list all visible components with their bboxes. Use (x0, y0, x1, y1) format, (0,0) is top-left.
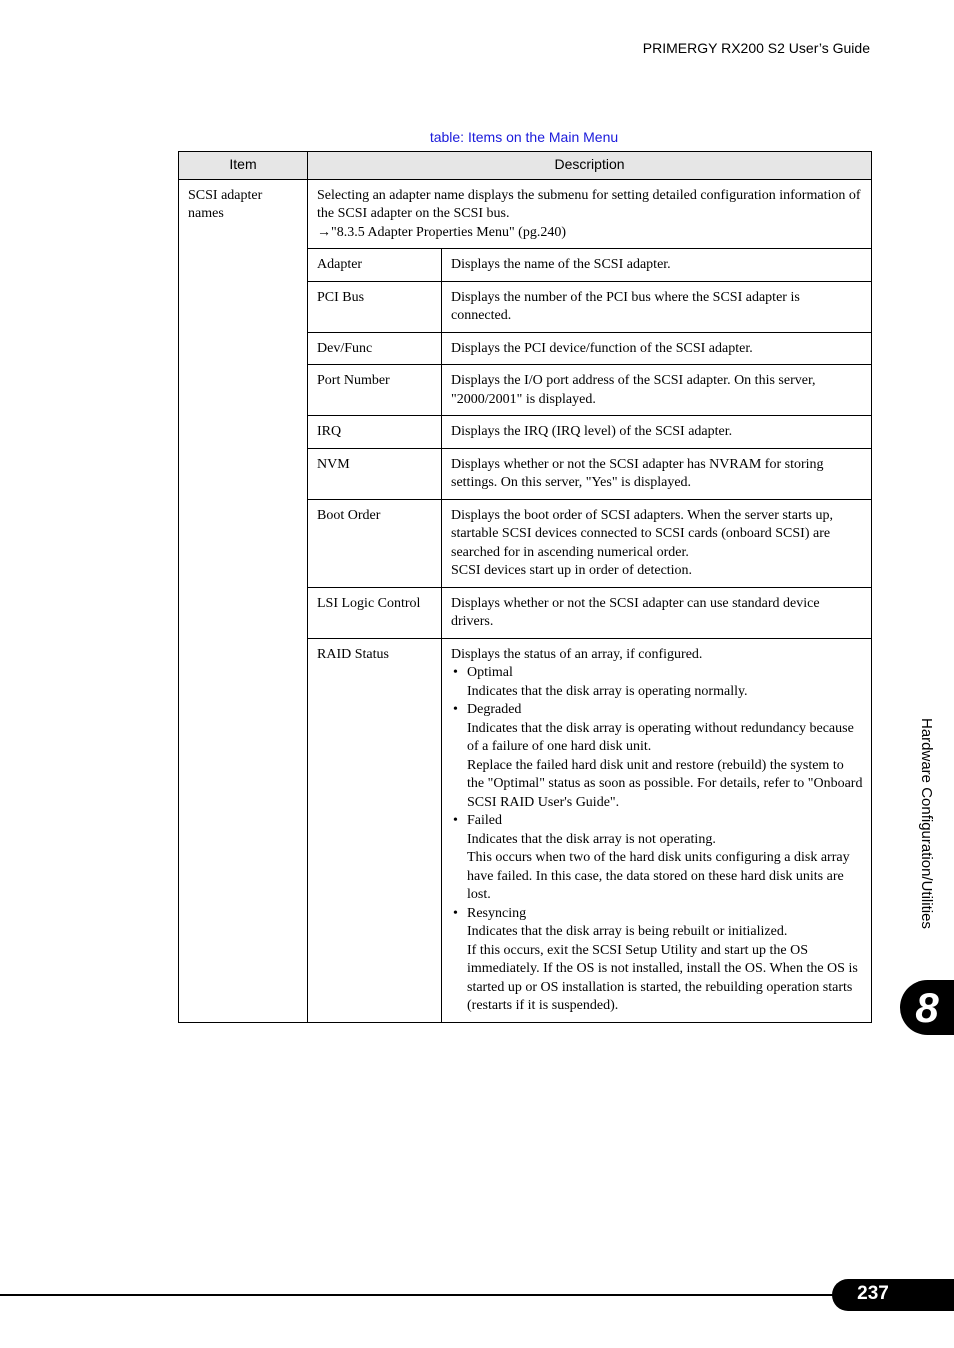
group-label: SCSI adapter names (188, 187, 263, 221)
list-item (451, 664, 863, 683)
row-description: Displays the PCI device/function of the SCSI adapter. (442, 332, 872, 365)
row-item: IRQ (308, 416, 442, 449)
bullet-icon: • (453, 665, 458, 680)
row-description: Displays the I/O port address of the SCSI adapter. On this server, "2000/2001" is displayed. (442, 365, 872, 416)
table-row-scsi-adapter (179, 179, 872, 249)
row-item: Port Number (308, 365, 442, 416)
row-description: Displays whether or not the SCSI adapter has NVRAM for storing settings. On this server, "Yes" is displayed. (442, 448, 872, 499)
bullet-icon: • (453, 813, 458, 828)
status-text: Indicates that the disk array is being rebuilt or initialized. (467, 924, 788, 939)
group-description: Selecting an adapter name displays the submenu for setting detailed configuration information of the SCSI adapter on the SCSI bus. (317, 187, 861, 221)
status-name: Optimal (467, 665, 513, 680)
page-number: 237 (857, 1283, 889, 1304)
row-description-cell (442, 499, 872, 587)
row-item: NVM (308, 448, 442, 499)
row-item: RAID Status (308, 638, 442, 1022)
row-description: Displays whether or not the SCSI adapter can use standard device drivers. (442, 587, 872, 638)
bullet-icon: • (453, 702, 458, 717)
chapter-number: 8 (915, 984, 939, 1031)
main-menu-table (178, 151, 872, 1023)
status-text: This occurs when two of the hard disk units configuring a disk array have failed. In this case, the data stored on these hard disk units are lost. (467, 850, 850, 902)
group-label-cell (179, 179, 308, 1022)
chapter-tab (900, 980, 954, 1035)
header-description: Description (308, 152, 872, 180)
row-item: Dev/Func (308, 332, 442, 365)
status-text: Indicates that the disk array is operating normally. (467, 683, 748, 699)
row-description: Displays the IRQ (IRQ level) of the SCSI adapter. (442, 416, 872, 449)
status-name: Resyncing (467, 905, 527, 921)
row-description-note: SCSI devices start up in order of detection. (451, 563, 693, 578)
group-description-cell (308, 179, 872, 249)
bullet-icon: • (453, 905, 458, 921)
row-item: Boot Order (308, 499, 442, 587)
status-text: Indicates that the disk array is not operating. (467, 831, 716, 847)
status-text: Replace the failed hard disk unit and restore (rebuild) the system to the "Optimal" status as soon as possible. For details, refer to "Onboard SCSI RAID User's Guide". (467, 757, 863, 810)
list-item (451, 701, 863, 720)
page-number-tab (832, 1279, 954, 1311)
group-reference-link[interactable]: →"8.3.5 Adapter Properties Menu" (pg.240) (317, 224, 566, 240)
row-description: Displays the boot order of SCSI adapters. When the server starts up, startable SCSI devices connected to SCSI cards (onboard SCSI) are searched for in ascending numerical order. (451, 507, 833, 560)
status-name: Degraded (467, 702, 522, 717)
running-header: PRIMERGY RX200 S2 User’s Guide (642, 40, 870, 56)
raid-description-cell (442, 638, 872, 1022)
row-item: LSI Logic Control (308, 587, 442, 638)
row-description: Displays the name of the SCSI adapter. (442, 249, 872, 282)
footer-rule (0, 1294, 850, 1296)
table-header-row (179, 152, 872, 180)
table-caption: table: Items on the Main Menu (429, 129, 619, 145)
raid-intro: Displays the status of an array, if configured. (451, 646, 703, 662)
row-item: PCI Bus (308, 281, 442, 332)
chapter-side-label: Hardware Configuration/Utilities (918, 718, 935, 929)
header-item: Item (179, 152, 308, 180)
list-item (451, 905, 863, 924)
list-item (451, 812, 863, 831)
status-name: Failed (467, 813, 502, 828)
status-text: Indicates that the disk array is operating without redundancy because of a failure of one hard disk unit. (467, 720, 854, 754)
row-item: Adapter (308, 249, 442, 282)
row-description: Displays the number of the PCI bus where the SCSI adapter is connected. (442, 281, 872, 332)
status-text: If this occurs, exit the SCSI Setup Utility and start up the OS immediately. If the OS is not installed, install the OS. When the OS is started up or OS installation is started, the rebuilding operation starts (restarts if it is suspended). (467, 942, 858, 1013)
